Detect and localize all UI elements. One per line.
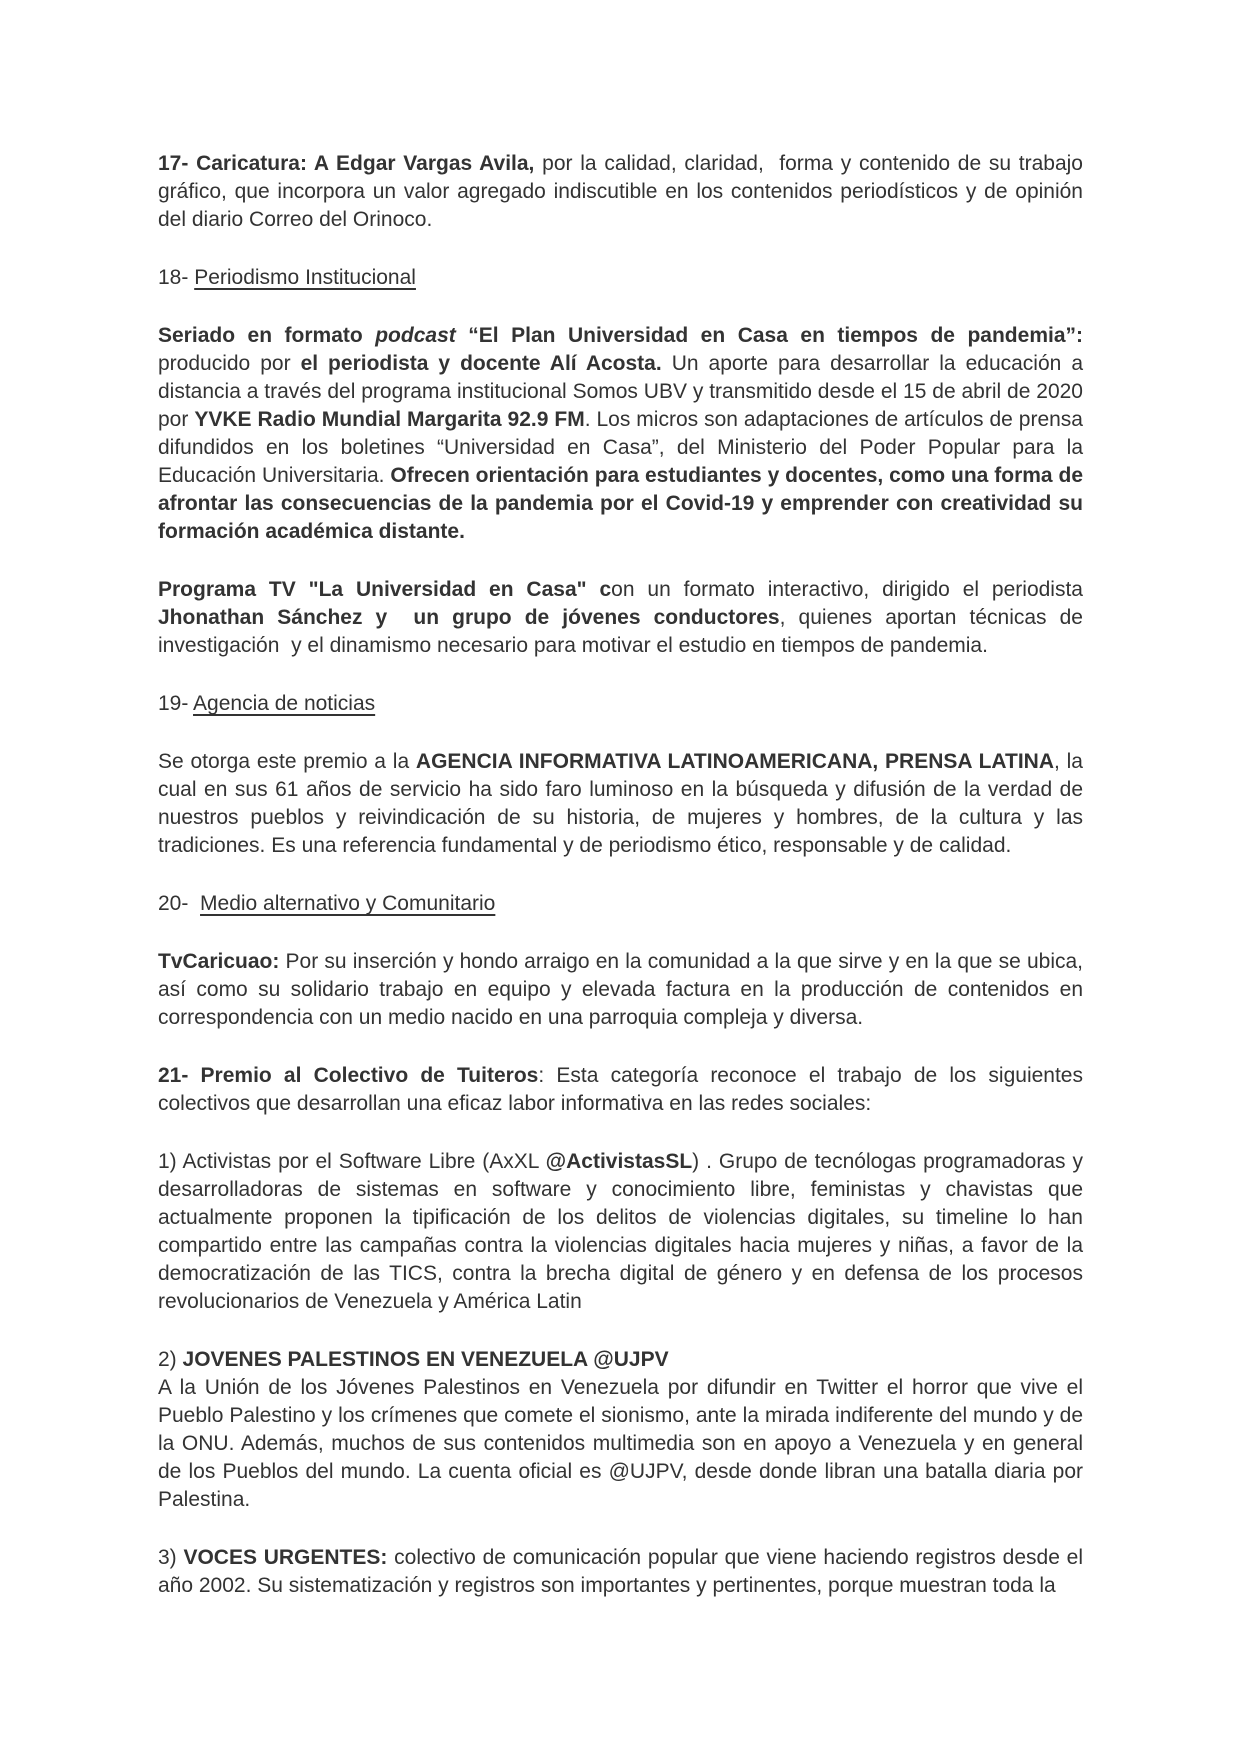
- heading-18-periodismo-institucional: [158, 264, 1083, 292]
- text-run: A la Unión de los Jóvenes Palestinos en Venezuela por difundir en Twitter el horror que vive el Pueblo Palestino y los crímenes que comete el sionismo, ante la mirada indiferente del mundo y de la ONU. Además, muchos de sus contenidos multimedia son en apoyo a Venezuela y en general de los Pueblos del mundo. La cuenta oficial es @UJPV, desde donde libran una batalla diaria por Palestina.: [158, 1376, 1089, 1511]
- text-run: 21- Premio al Colectivo de Tuiteros: [158, 1064, 539, 1087]
- text-run: Jhonathan Sánchez y un grupo de jóvenes conductores: [158, 606, 780, 629]
- document-content: [158, 150, 1089, 1600]
- text-run: YVKE Radio Mundial Margarita 92.9 FM: [194, 408, 585, 431]
- text-run: Periodismo Institucional: [194, 266, 416, 289]
- text-run: Programa TV "La Universidad en Casa" c: [158, 578, 612, 601]
- text-run: TvCaricuao:: [158, 950, 286, 973]
- para-activistas-software-libre: [158, 1148, 1089, 1316]
- text-run: Se otorga este premio a la: [158, 750, 416, 773]
- text-run: VOCES URGENTES:: [183, 1546, 388, 1569]
- text-run: Ofrecen orientación para estudiantes y docentes, como una forma de afrontar las consecuencias de la pandemia por el Covid-19 y emprender con creatividad su formación académica distante.: [158, 464, 1089, 543]
- heading-19-agencia-de-noticias: [158, 690, 1083, 718]
- para-jovenes-palestinos: [158, 1346, 1089, 1514]
- text-run: 1) Activistas por el Software Libre (AxXL: [158, 1150, 546, 1173]
- text-run: , la cual en sus 61 años de servicio ha sido faro luminoso en la búsqueda y difusión de la verdad de nuestros pueblos y reivindicación de su historia, de mujeres y hombres, de la cultura y las tradiciones. Es una referencia fundamental y de periodismo ético, responsable y de calidad.: [158, 750, 1089, 857]
- text-run: 3): [158, 1546, 184, 1569]
- text-run: Seriado en formato: [158, 324, 376, 347]
- text-run: por la calidad, claridad, forma y contenido de su trabajo gráfico, que incorpora un valor agregado indiscutible en los contenidos periodísticos y de opinión del diario Correo del Orinoco.: [158, 152, 1089, 231]
- para-programa-tv: [158, 576, 1089, 660]
- para-17-caricatura: [158, 150, 1089, 234]
- text-run: colectivo de comunicación popular que viene haciendo registros desde el año 2002. Su sistematización y registros son importantes y pertinentes, porque muestran toda la: [158, 1546, 1089, 1597]
- text-run: JOVENES PALESTINOS EN VENEZUELA @UJPV: [182, 1348, 669, 1371]
- text-run: @ActivistasSL: [545, 1150, 693, 1173]
- text-run: AGENCIA INFORMATIVA LATINOAMERICANA, PRENSA LATINA: [415, 750, 1055, 773]
- para-21-colectivo-tuiteros: [158, 1062, 1089, 1118]
- para-seriado-podcast: [158, 322, 1089, 546]
- text-run: ) . Grupo de tecnólogas programadoras y desarrolladoras de sistemas en software y conocimiento libre, feministas y chavistas que actualmente proponen la tipificación de los delitos de violencias digitales, su timeline lo han compartido entre las campañas contra la violencias digitales hacia mujeres y niñas, a favor de la democratización de las TICS, contra la brecha digital de género y en defensa de los procesos revolucionarios de Venezuela y América Latin: [158, 1150, 1089, 1313]
- text-run: Un aporte para desarrollar la educación a distancia a través del programa institucional Somos UBV y transmitido desde el 15 de abril de 2020 por: [158, 352, 1089, 431]
- text-run: 18-: [158, 266, 195, 289]
- text-run: Agencia de noticias: [193, 692, 376, 715]
- text-run: producido por: [158, 352, 301, 375]
- text-run: 2): [158, 1348, 183, 1371]
- text-run: Por su inserción y hondo arraigo en la comunidad a la que sirve y en la que se ubica, así como su solidario trabajo en equipo y elevada factura en la producción de contenidos en correspondencia con un medio nacido en una parroquia compleja y diversa.: [158, 950, 1089, 1029]
- text-run: : Esta categoría reconoce el trabajo de los siguientes colectivos que desarrollan una eficaz labor informativa en las redes sociales:: [158, 1064, 1089, 1115]
- text-run: , quienes aportan técnicas de investigación y el dinamismo necesario para motivar el estudio en tiempos de pandemia.: [158, 606, 1089, 657]
- text-run: podcast: [375, 324, 456, 347]
- text-run: . Los micros son adaptaciones de artículos de prensa difundidos en los boletines “Universidad en Casa”, del Ministerio del Poder Popular para la Educación Universitaria.: [158, 408, 1089, 487]
- text-run: Medio alternativo y Comunitario: [200, 892, 496, 915]
- text-run: on un formato interactivo, dirigido el periodista: [611, 578, 1089, 601]
- text-run: el periodista y docente Alí Acosta.: [300, 352, 672, 375]
- text-run: 19-: [158, 692, 194, 715]
- text-run: 20-: [158, 892, 201, 915]
- para-voces-urgentes: [158, 1544, 1089, 1600]
- text-run: 17- Caricatura: A Edgar Vargas Avila,: [158, 152, 543, 175]
- para-tvcaricuao: [158, 948, 1089, 1032]
- heading-20-medio-alternativo: [158, 890, 1083, 918]
- text-run: “El Plan Universidad en Casa en tiempos de pandemia”:: [455, 324, 1089, 347]
- para-prensa-latina: [158, 748, 1089, 860]
